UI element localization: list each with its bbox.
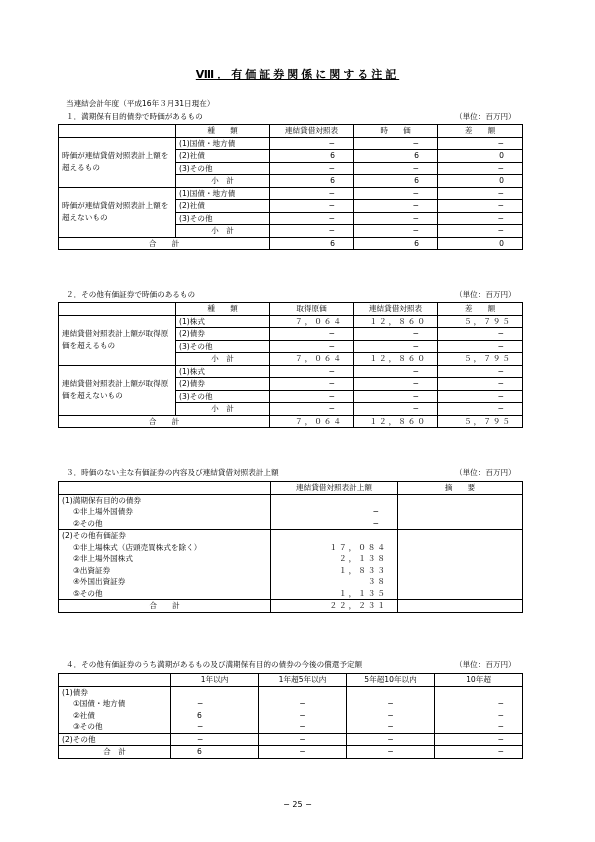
item-label: (3)その他 [176, 212, 270, 225]
header-cell: 差 額 [438, 303, 523, 316]
table-row: 時価が連結貸借対照表計上額を超えるもの (1)国債・地方債 − − − [59, 137, 523, 150]
table-row: ②非上場外国株式 ２，１３８ [59, 553, 523, 565]
header-cell: 連結貸借対照表 [270, 125, 354, 138]
table-row: ②社債 6 − − − [59, 710, 523, 722]
section2-table [58, 302, 523, 428]
item-label: (2)社債 [176, 200, 270, 213]
total-row: 合 計 6 6 0 [59, 237, 523, 250]
header-cell: 取得原価 [270, 303, 354, 316]
section3-unit: （単位：百万円） [455, 468, 516, 477]
item-label: (3)その他 [176, 390, 270, 403]
page-number: − 25 − [283, 800, 312, 809]
table-header-row [59, 125, 523, 138]
table-row: (2)債券 − − − [59, 328, 523, 341]
item-label: (1)株式 [176, 315, 270, 328]
table-header-row [59, 482, 523, 495]
table-row: (3)その他 − − − [59, 212, 523, 225]
table-row: (2)社債 6 6 0 [59, 150, 523, 163]
section4-table [58, 673, 523, 759]
table-row: 時価が連結貸借対照表計上額を超えないもの (1)国債・地方債 − − − [59, 187, 523, 200]
subtotal-row: 小 計 6 6 0 [59, 175, 523, 188]
section2-heading: ２．その他有価証券で時価のあるもの [66, 290, 196, 299]
total-row: 合 計 ７，０６４ １２，８６０ ５，７９５ [59, 415, 523, 428]
item-label: (2)社債 [176, 150, 270, 163]
table-row: 連結貸借対照表計上額が取得原価を超えないもの (1)株式 − − − [59, 365, 523, 378]
page-title: Ⅷ．有価証券関係に関する注記 [195, 68, 400, 81]
section2-unit: （単位：百万円） [455, 290, 516, 299]
table-row: ①非上場株式（店頭売買株式を除く） １７，０８４ [59, 542, 523, 554]
table-row: (3)その他 − − − [59, 340, 523, 353]
header-cell: 5年超10年以内 [347, 674, 435, 687]
group-label: 時価が連結貸借対照表計上額を超えないもの [59, 187, 176, 237]
header-cell: 摘 要 [398, 482, 523, 495]
item-label: (3)その他 [176, 162, 270, 175]
table-row: (2)債券 − − − [59, 378, 523, 391]
table-row: ①非上場外国債券 − [59, 506, 523, 518]
table-row: (3)その他 − − − [59, 390, 523, 403]
category-row: (2)その他有価証券 [59, 530, 523, 542]
item-label: (1)国債・地方債 [176, 187, 270, 200]
section1-table [58, 124, 523, 250]
category-row: (1)債券 [59, 686, 523, 698]
header-cell: 1年超5年以内 [259, 674, 347, 687]
header-cell: 連結貸借対照表計上額 [271, 482, 398, 495]
total-row: 合 計 6 − − − [59, 746, 523, 759]
item-label: (2)債券 [176, 328, 270, 341]
section1-unit: （単位：百万円） [455, 112, 516, 121]
subtotal-row: 小 計 − − − [59, 403, 523, 416]
section3-table [58, 481, 523, 613]
table-row: (2)社債 − − − [59, 200, 523, 213]
total-row: 合 計 ２２，２３１ [59, 600, 523, 613]
header-cell: 時 価 [354, 125, 438, 138]
table-row: ③出資証券 １，８３３ [59, 565, 523, 577]
header-cell: 10年超 [435, 674, 523, 687]
table-row: (2)その他 − − − − [59, 733, 523, 746]
section4-unit: （単位：百万円） [455, 660, 516, 669]
subtotal-row: 小 計 ７，０６４ １２，８６０ ５，７９５ [59, 353, 523, 366]
section4-heading: ４．その他有価証券のうち満期があるもの及び満期保有目的の債券の今後の償還予定額 [66, 660, 363, 669]
table-row: ①国債・地方債 − − − − [59, 698, 523, 710]
table-row: 連結貸借対照表計上額が取得原価を超えるもの (1)株式 ７，０６４ １２，８６０ ５，７９５ [59, 315, 523, 328]
section3-heading: ３．時価のない主な有価証券の内容及び連結貸借対照表計上額 [66, 468, 279, 477]
table-row: ②その他 − [59, 518, 523, 530]
subtotal-row: 小 計 − − − [59, 225, 523, 238]
header-cell: 種 類 [176, 303, 270, 316]
item-label: (2)債券 [176, 378, 270, 391]
header-cell: 1年以内 [171, 674, 259, 687]
header-cell: 種 類 [176, 125, 270, 138]
group-label: 時価が連結貸借対照表計上額を超えるもの [59, 137, 176, 187]
item-label: (1)株式 [176, 365, 270, 378]
table-row: (3)その他 − − − [59, 162, 523, 175]
table-row: ③その他 − − − − [59, 721, 523, 733]
table-row: ④外国出資証券 ３８ [59, 576, 523, 588]
table-row: ⑤その他 １，１３５ [59, 588, 523, 600]
table-header-row [59, 674, 523, 687]
item-label: (3)その他 [176, 340, 270, 353]
group-label: 連結貸借対照表計上額が取得原価を超えるもの [59, 315, 176, 365]
table-header-row [59, 303, 523, 316]
group-label: 連結貸借対照表計上額が取得原価を超えないもの [59, 365, 176, 415]
category-row: (1)満期保有目的の債券 [59, 494, 523, 506]
header-cell: 連結貸借対照表 [354, 303, 438, 316]
period-label: 当連結会計年度（平成16年３月31日現在） [66, 99, 215, 108]
header-cell: 差 額 [438, 125, 523, 138]
section1-heading: １．満期保有目的債券で時価があるもの [66, 112, 203, 121]
item-label: (1)国債・地方債 [176, 137, 270, 150]
